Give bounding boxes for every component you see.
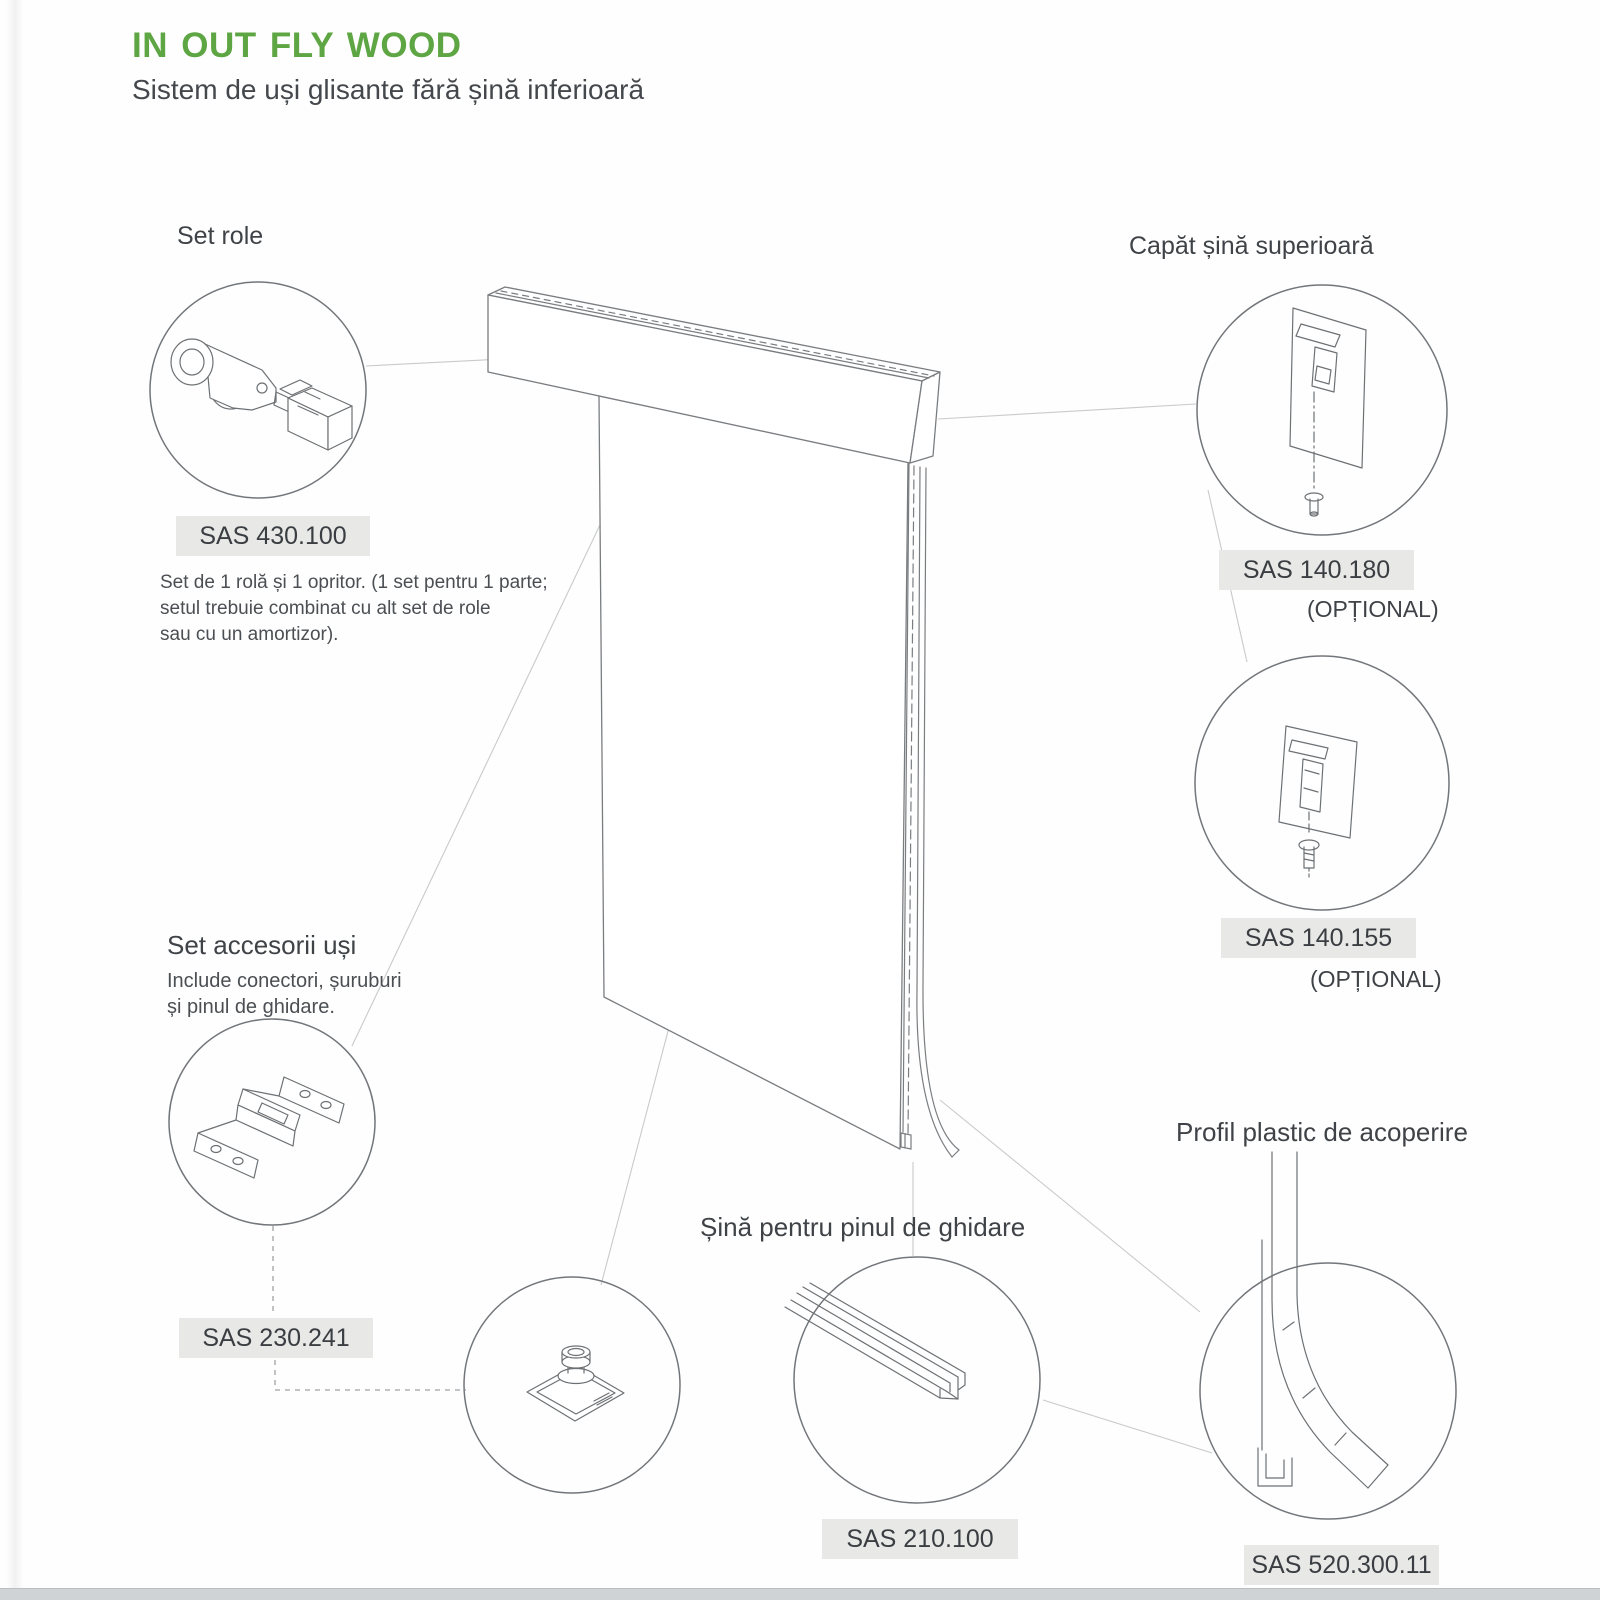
u-channel-rail-icon: [785, 1283, 965, 1399]
page-subtitle: Sistem de uși glisante fără șină inferioară: [132, 74, 645, 105]
roller-carriage-icon: [171, 339, 352, 450]
set-role-label: Set role: [177, 222, 264, 250]
cover-profile-icon: [1258, 1152, 1388, 1488]
guide-rail-label: Șină pentru pinul de ghidare: [700, 1212, 1026, 1242]
set-role-description: Set de 1 rolă și 1 opritor. (1 set pentru 1 parte; setul trebuie combinat cu alt set de role sau cu un amortizor).: [160, 572, 548, 645]
track-end-optional-note: (OPȚIONAL): [1307, 596, 1439, 622]
page-title: IN OUT FLY WOOD: [132, 26, 462, 65]
door-assembly-drawing: [488, 287, 959, 1157]
floor-guide-pin-icon: [527, 1346, 624, 1421]
page-bottom-strip: [0, 1588, 1600, 1600]
track-end-label: Capăt șină superioară: [1129, 232, 1374, 260]
door-edge-profile: [901, 464, 959, 1157]
track-end-alt-code-badge: SAS 140.155: [1221, 918, 1416, 958]
door-accessories-code-badge: SAS 230.241: [179, 1318, 373, 1358]
cover-profile-code-badge: SAS 520.300.11: [1244, 1545, 1439, 1585]
cover-profile-detail-circle: [1200, 1263, 1456, 1519]
track-end-bracket-icon: [1290, 308, 1366, 516]
door-accessories-label: Set accesorii uși: [167, 930, 357, 960]
guide-rail-detail-circle: [794, 1257, 1040, 1503]
door-panel: [599, 396, 908, 1149]
track-end-plate-icon: [1279, 726, 1357, 880]
guide-rail-code-badge: SAS 210.100: [822, 1519, 1018, 1559]
door-accessories-description: Include conectori, șuruburi și pinul de ghidare.: [167, 970, 402, 1018]
dashed-links: [273, 1226, 466, 1390]
cover-profile-label: Profil plastic de acoperire: [1176, 1117, 1468, 1147]
set-role-code-badge: SAS 430.100: [176, 516, 370, 556]
connector-bracket-icon: [194, 1077, 344, 1178]
track-end-code-badge: SAS 140.180: [1219, 550, 1414, 590]
track-end-alt-optional-note: (OPȚIONAL): [1310, 966, 1442, 992]
